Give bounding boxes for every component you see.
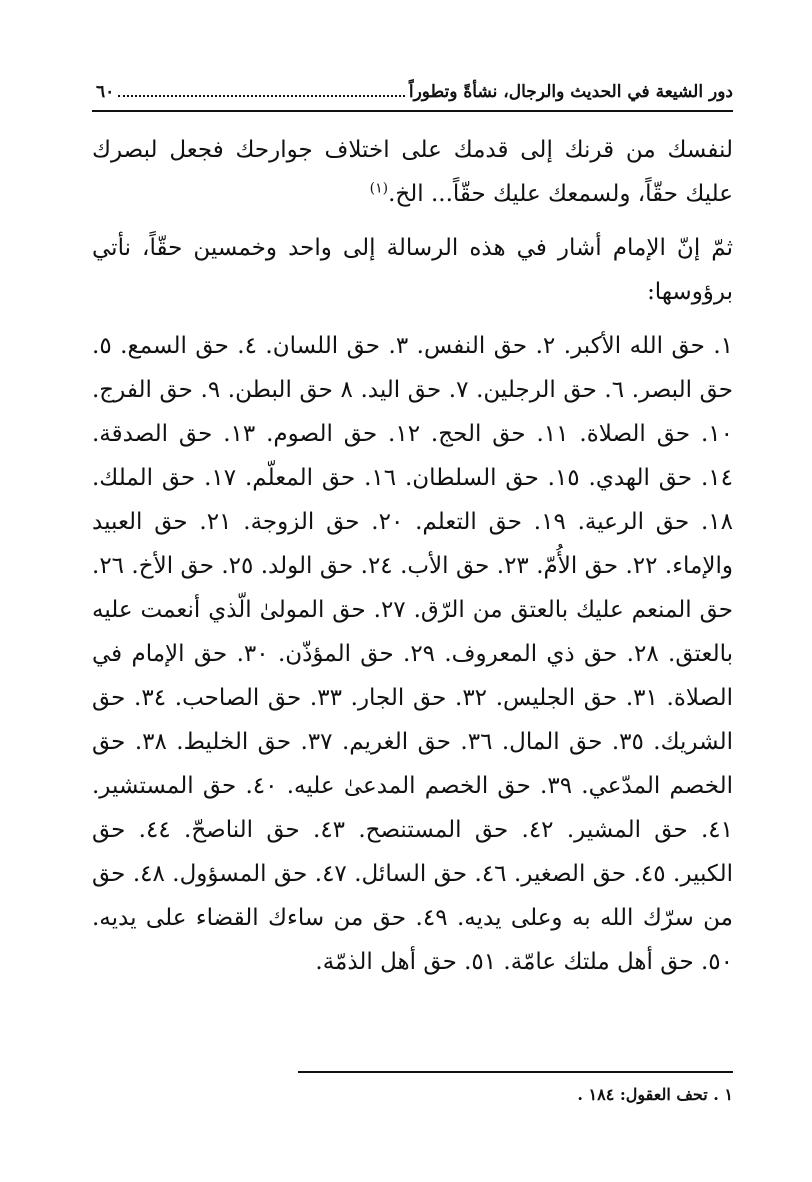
paragraph-text: ١. حق الله الأكبر. ٢. حق النفس. ٣. حق اللسان. ٤. حق السمع. ٥. حق البصر. ٦. حق الرجلين. ٧. حق اليد. ٨ حق البطن. ٩. حق الفرج. ١٠. حق الصلاة. ١١. حق الحج. ١٢. حق الصوم. ١٣. حق الصدقة. ١٤. حق الهدي. ١٥. حق السلطان. ١٦. حق المعلّم. ١٧. حق الملك. ١٨. حق الرعية. ١٩. حق التعلم. ٢٠. حق الزوجة. ٢١. حق العبيد والإماء. ٢٢. حق الأُمّ. ٢٣. حق الأب. ٢٤. حق الولد. ٢٥. حق الأخ. ٢٦. حق المنعم عليك بالعتق من الرّق. ٢٧. حق المولىٰ الّذي أنعمت عليه بالعتق. ٢٨. حق ذي المعروف. ٢٩. حق المؤذّن. ٣٠. حق الإمام في الصلاة. ٣١. حق الجليس. ٣٢. حق الجار. ٣٣. حق الصاحب. ٣٤. حق الشريك. ٣٥. حق المال. ٣٦. حق الغريم. ٣٧. حق الخليط. ٣٨. حق الخصم المدّعي. ٣٩. حق الخصم المدعىٰ عليه. ٤٠. حق المستشير. ٤١. حق المشير. ٤٢. حق المستنصح. ٤٣. حق الناصحّ. ٤٤. حق الكبير. ٤٥. حق الصغير. ٤٦. حق السائل. ٤٧. حق المسؤول. ٤٨. حق من سرّك الله به وعلى يديه. ٤٩. حق من ساءك القضاء على يديه. ٥٠. حق أهل ملتك عامّة. ٥١. حق أهل الذمّة. [92, 333, 734, 975]
header-rule [92, 110, 733, 112]
header-dot-leader [118, 89, 405, 97]
running-header [92, 74, 733, 102]
page-number: ٦٠ [96, 82, 115, 102]
main-text [92, 128, 733, 984]
paragraph-text: لنفسك من قرنك إلى قدمك على اختلاف جوارحك فجعل لبصرك عليك حقّاً، ولسمعك عليك حقّاً... الخ. [92, 137, 733, 207]
paragraph-continuation [92, 128, 733, 216]
footnote-reference[interactable]: (١) [369, 180, 389, 197]
running-header-title: دور الشيعة في الحديث والرجال، نشأةً وتطوراً [408, 82, 733, 102]
footnote: ١ . تحف العقول: ١٨٤ . [577, 1085, 733, 1104]
paragraph-rights-list [92, 324, 733, 984]
paragraph-text: ثمّ إنّ الإمام أشار في هذه الرسالة إلى واحد وخمسين حقّاً، نأتي برؤوسها: [92, 235, 733, 305]
paragraph-intro [92, 226, 733, 314]
footnote-separator [298, 1071, 733, 1073]
